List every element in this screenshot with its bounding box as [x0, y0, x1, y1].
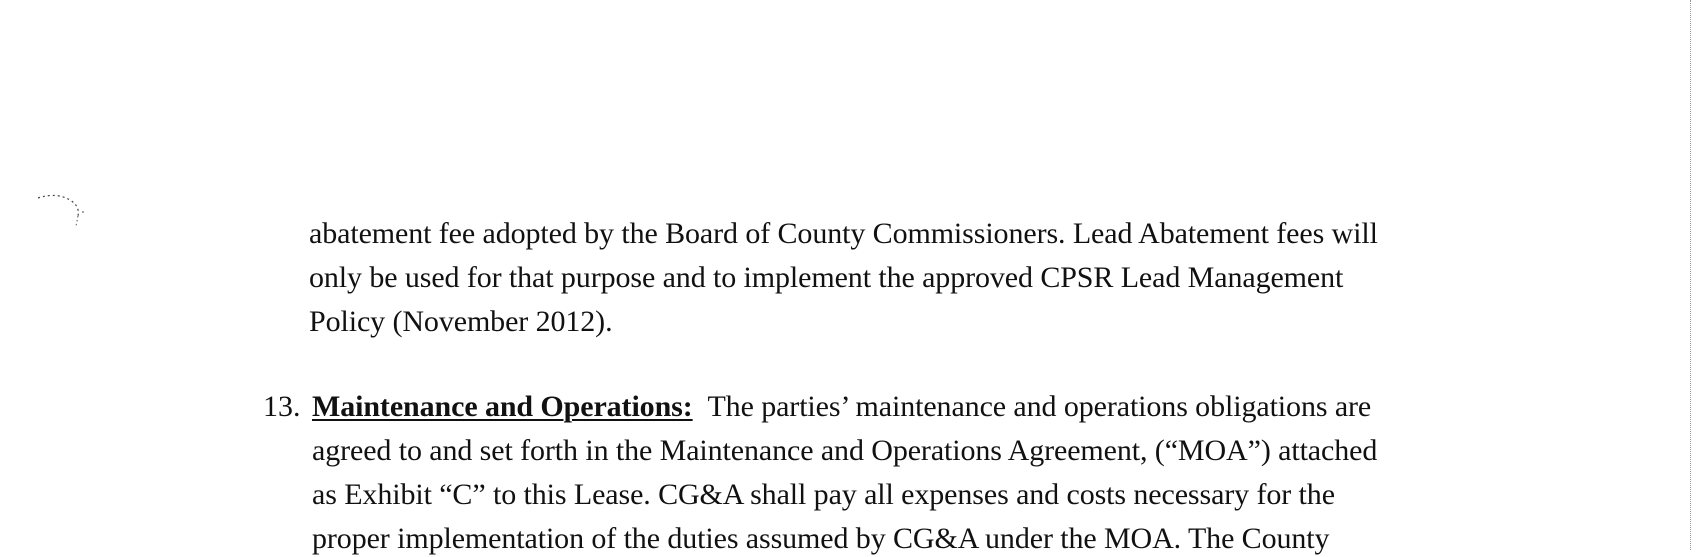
section-first-line-text: The parties’ maintenance and operations obligations are: [707, 390, 1372, 423]
section-line: proper implementation of the duties assumed by CG&A under the MOA. The County: [312, 522, 1330, 555]
section-first-line: [312, 389, 1371, 425]
paragraph-line: only be used for that purpose and to implement the approved CPSR Lead Management: [309, 261, 1344, 294]
scan-artifact-mark: [36, 190, 88, 234]
paragraph-line: abatement fee adopted by the Board of County Commissioners. Lead Abatement fees will: [309, 217, 1378, 250]
section-line: as Exhibit “C” to this Lease. CG&A shall pay all expenses and costs necessary for the: [312, 478, 1335, 511]
page-edge-line: [1690, 0, 1695, 550]
section-heading: Maintenance and Operations:: [312, 390, 693, 423]
section-line: agreed to and set forth in the Maintenance and Operations Agreement, (“MOA”) attached: [312, 434, 1378, 467]
section-number: 13.: [263, 390, 301, 423]
paragraph-line: Policy (November 2012).: [309, 305, 613, 338]
